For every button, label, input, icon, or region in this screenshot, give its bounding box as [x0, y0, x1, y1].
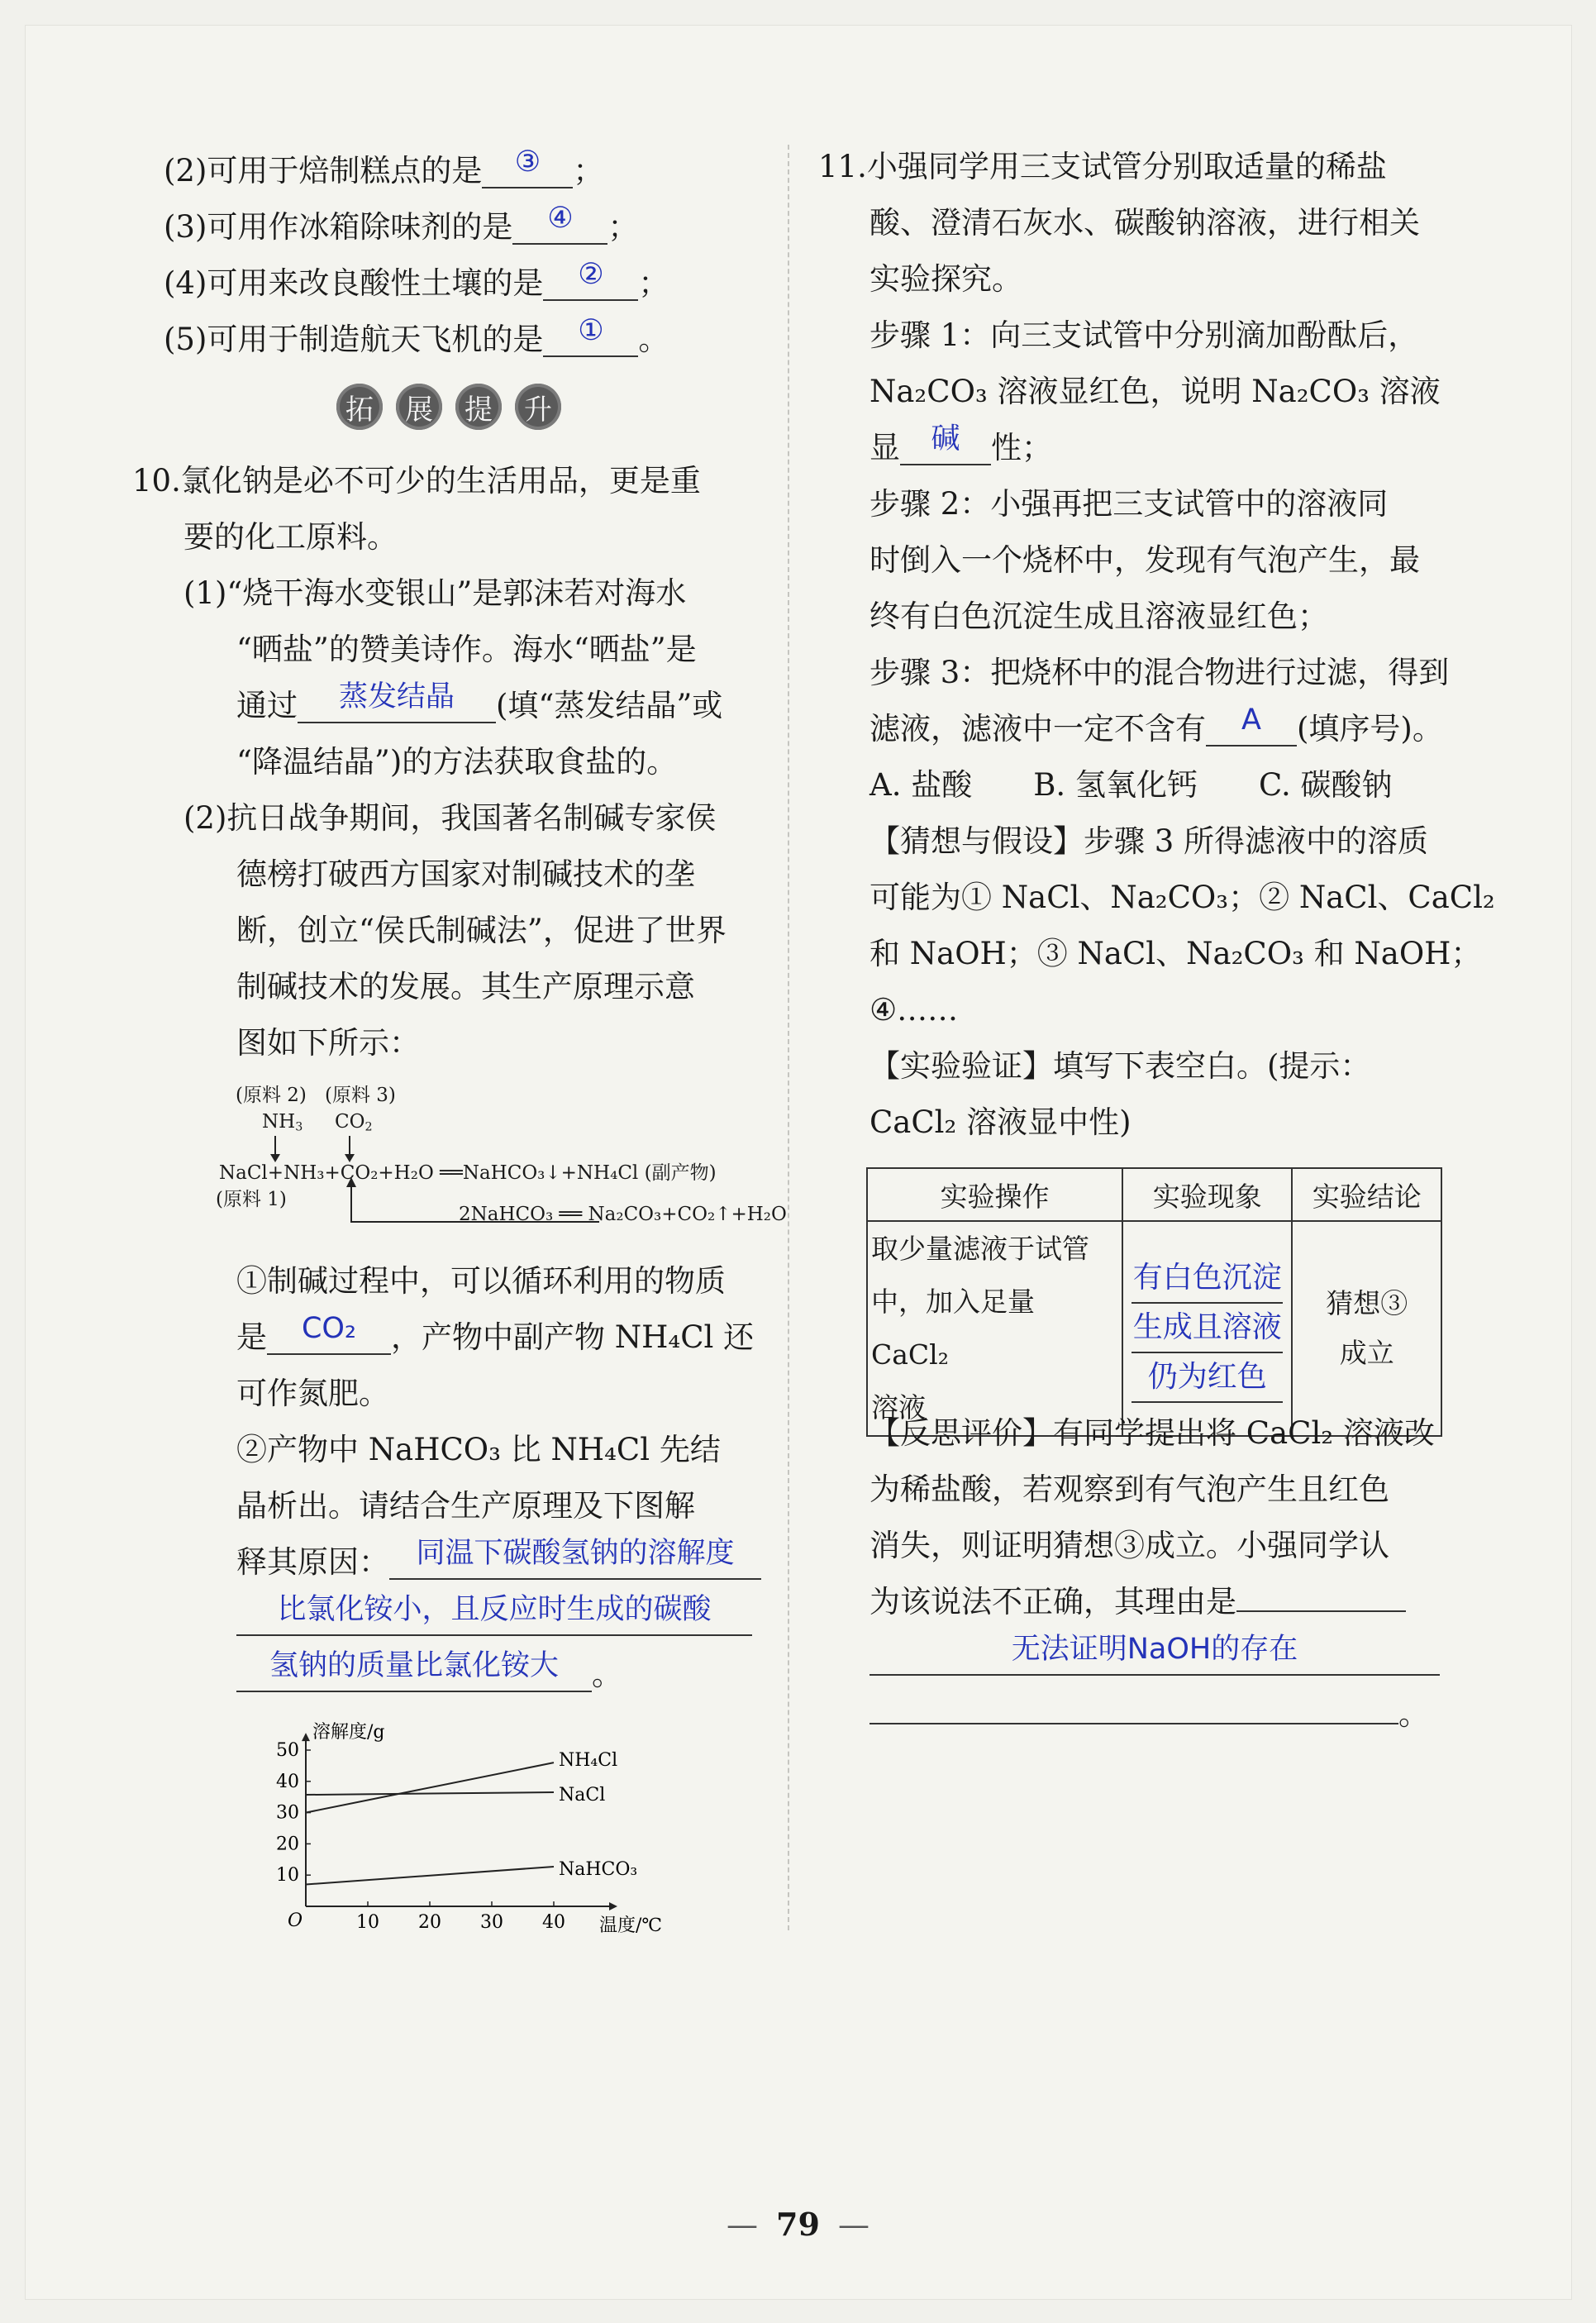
- q11-stem: 11.小强同学用三支试管分别取适量的稀盐: [818, 149, 1387, 184]
- reflection: 【反思评价】有同学提出将 CaCl₂ 溶液改: [869, 1415, 1435, 1451]
- q9-item-3: (3)可用作冰箱除味剂的是 ④ ；: [164, 202, 639, 245]
- q10-part1: “降温结晶”)的方法获取食盐的。: [236, 744, 678, 780]
- reflection-answer: 。: [869, 1699, 1429, 1729]
- y-axis-label: 溶解度/g: [312, 1722, 385, 1743]
- q11-options: A. 盐酸 B. 氢氧化钙 C. 碳酸钠: [869, 767, 1393, 803]
- x-axis-label: 温度/℃: [599, 1915, 663, 1936]
- reaction-equation-1: NaCl+NH₃+CO₂+H₂O ══NaHCO₃↓+NH₄Cl (副产物): [219, 1162, 717, 1184]
- x-tick-label: 20: [418, 1912, 441, 1933]
- answer-blank: ①: [543, 327, 638, 357]
- banner-char: 提: [455, 384, 502, 430]
- y-tick-label: 20: [276, 1834, 299, 1855]
- q11-stem: 酸、澄清石灰水、碳酸钠溶液，进行相关: [869, 205, 1420, 241]
- answer-blank: [1236, 1610, 1406, 1612]
- table-cell-phenomenon: 有白色沉淀 生成且溶液 仍为红色: [1122, 1221, 1292, 1436]
- q9-item-5: (5)可用于制造航天飞机的是 ① 。: [164, 314, 669, 357]
- q10-part1: 通过 蒸发结晶 (填“蒸发结晶”或: [236, 680, 723, 723]
- q11-step3: 滤液，滤液中一定不含有 A (填序号)。: [869, 704, 1443, 747]
- verification: CaCl₂ 溶液显中性): [869, 1104, 1131, 1140]
- answer-blank: 比氯化铵小，且反应时生成的碳酸: [236, 1605, 752, 1636]
- q10-part1: “晒盐”的赞美诗作。海水“晒盐”是: [236, 632, 697, 667]
- origin-label: O: [288, 1910, 303, 1931]
- table-cell-operation: 取少量滤液于试管 中，加入足量 CaCl₂ 溶液: [867, 1221, 1122, 1436]
- hypothesis: 和 NaOH；③ NaCl、Na₂CO₃ 和 NaOH；: [869, 936, 1482, 971]
- section-banner: [336, 384, 561, 430]
- reflection-answer: [869, 1633, 1440, 1676]
- y-axis-arrow: [302, 1733, 310, 1741]
- q11-step2: 时倒入一个烧杯中，发现有气泡产生，最: [869, 542, 1420, 578]
- raw-material-1-label: (原料 1): [216, 1189, 287, 1210]
- q10-part1: (1)“烧干海水变银山”是郭沫若对海水: [183, 575, 687, 611]
- nh3-label: $NH_3$: [262, 1111, 303, 1134]
- banner-char: 拓: [336, 384, 383, 430]
- answer-blank: 碱: [900, 435, 991, 465]
- answer-blank: ③: [482, 158, 573, 188]
- table-header: 实验操作: [867, 1168, 1122, 1221]
- x-tick-label: 10: [356, 1912, 379, 1933]
- banner-char: 展: [396, 384, 442, 430]
- hypothesis: 【猜想与假设】步骤 3 所得滤液中的溶质: [869, 823, 1429, 859]
- q9-item-4: (4)可用来改良酸性土壤的是 ② ；: [164, 258, 669, 301]
- y-tick-label: 40: [276, 1771, 299, 1792]
- q10-sub2: ②产物中 NaHCO₃ 比 NH₄Cl 先结: [236, 1432, 721, 1467]
- q11-step2: 步骤 2：小强再把三支试管中的溶液同: [869, 486, 1389, 522]
- series-label-2: NaHCO₃: [559, 1858, 638, 1880]
- q10-stem: 要的化工原料。: [183, 519, 398, 555]
- answer-blank: 无法证明NaOH的存在: [869, 1645, 1440, 1676]
- q10-sub1: 是 CO₂ ，产物中副产物 NH₄Cl 还: [236, 1312, 755, 1355]
- q10-sub2: 氢钠的质量比氯化铵大 。: [236, 1659, 622, 1692]
- answer-blank: CO₂: [267, 1324, 391, 1355]
- q10-part2: 制碱技术的发展。其生产原理示意: [236, 969, 695, 1004]
- answer-blank: A: [1206, 716, 1297, 747]
- q10-sub2: [236, 1593, 752, 1636]
- raw-material-3-label: (原料 3): [325, 1085, 396, 1106]
- reflection: 消失，则证明猜想③成立。小强同学认: [869, 1528, 1389, 1563]
- q10-part2: 德榜打破西方国家对制碱技术的垄: [236, 856, 695, 892]
- q11-stem: 实验探究。: [869, 261, 1022, 297]
- reaction-equation-2: 2NaHCO₃ ══ Na₂CO₃+CO₂↑+H₂O: [459, 1204, 787, 1225]
- series-line-2: [306, 1867, 554, 1885]
- q11-step1: 显 碱 性；: [869, 422, 1052, 465]
- q10-sub1: 可作氮肥。: [236, 1376, 389, 1411]
- experiment-table: [866, 1167, 1442, 1437]
- answer-blank: 同温下碳酸氢钠的溶解度: [389, 1549, 761, 1580]
- reflection: 为稀盐酸，若观察到有气泡产生且红色: [869, 1472, 1389, 1507]
- q10-sub1: ①制碱过程中，可以循环利用的物质: [236, 1263, 726, 1299]
- banner-char: 升: [515, 384, 561, 430]
- answer-blank: ②: [543, 270, 638, 301]
- q9-item-2: (2)可用于焙制糕点的是 ③ ；: [164, 145, 604, 188]
- q11-step2: 终有白色沉淀生成且溶液显红色；: [869, 599, 1328, 634]
- q10-stem: 10.氯化钠是必不可少的生活用品，更是重: [132, 463, 701, 498]
- q11-step1: Na₂CO₃ 溶液显红色，说明 Na₂CO₃ 溶液: [869, 374, 1441, 409]
- answer-blank: 氢钠的质量比氯化铵大: [236, 1662, 592, 1692]
- series-line-1: [306, 1792, 554, 1795]
- verification: 【实验验证】填写下表空白。(提示：: [869, 1048, 1371, 1084]
- co2-label: $CO_2$: [335, 1111, 373, 1134]
- y-tick-label: 10: [276, 1865, 299, 1887]
- raw-material-2-label: (原料 2): [236, 1085, 307, 1106]
- table-header: 实验现象: [1122, 1168, 1292, 1221]
- x-tick-label: 40: [542, 1912, 565, 1933]
- solubility-chart: [231, 1711, 694, 1943]
- series-label-0: NH₄Cl: [559, 1750, 618, 1772]
- y-tick-label: 30: [276, 1802, 299, 1824]
- series-label-1: NaCl: [559, 1785, 606, 1806]
- hypothesis: 可能为① NaCl、Na₂CO₃；② NaCl、CaCl₂: [869, 880, 1495, 915]
- answer-blank: 蒸发结晶: [298, 693, 496, 723]
- page-number: — 79 —: [0, 2206, 1596, 2243]
- hypothesis: ④……: [869, 992, 959, 1028]
- x-axis-arrow: [609, 1902, 617, 1910]
- column-divider: [788, 145, 789, 1930]
- q11-step3: 步骤 3：把烧杯中的混合物进行过滤，得到: [869, 655, 1450, 690]
- q10-part2: 图如下所示：: [236, 1025, 420, 1061]
- q10-sub2: 释其原因： 同温下碳酸氢钠的溶解度: [236, 1547, 761, 1580]
- y-tick-label: 50: [276, 1740, 299, 1761]
- reflection: 为该说法不正确，其理由是: [869, 1586, 1406, 1617]
- answer-blank: ④: [512, 214, 607, 245]
- answer-blank: [869, 1723, 1398, 1724]
- table-header: 实验结论: [1292, 1168, 1441, 1221]
- table-cell-conclusion: 猜想③ 成立: [1292, 1221, 1441, 1436]
- q10-part2: 断，创立“侯氏制碱法”，促进了世界: [236, 913, 727, 948]
- q10-sub2: 晶析出。请结合生产原理及下图解: [236, 1488, 695, 1524]
- x-tick-label: 30: [480, 1912, 503, 1933]
- production-flow-diagram: [211, 1081, 789, 1247]
- q10-part2: (2)抗日战争期间，我国著名制碱专家侯: [183, 800, 717, 836]
- q11-step1: 步骤 1：向三支试管中分别滴加酚酞后，: [869, 317, 1419, 353]
- series-line-0: [306, 1763, 554, 1812]
